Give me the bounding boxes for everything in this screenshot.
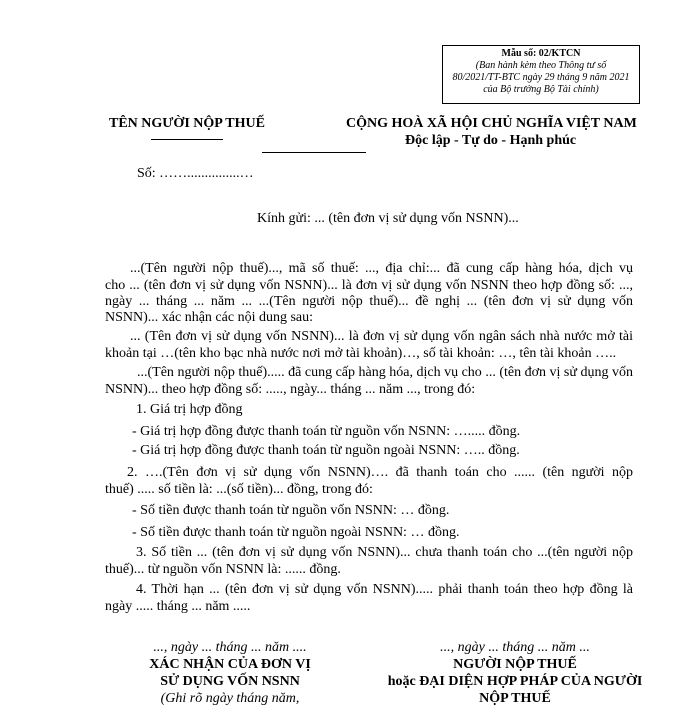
- paragraph-line: NSNN)... xác nhận các nội dung sau:: [105, 310, 314, 325]
- paragraph-line: ngày ... tháng ... năm ... ...(Tên người nộp thuế)... đề nghị ... (tên đơn vị sử dụng vốn: [105, 294, 633, 309]
- paragraph-line: 2. ….(Tên đơn vị sử dụng vốn NSNN)…. đã thanh toán cho ...... (tên người nộp: [127, 465, 633, 480]
- paragraph-line: ... (Tên đơn vị sử dụng vốn NSNN)... là đơn vị sử dụng vốn ngân sách nhà nước mở tài: [130, 329, 633, 344]
- form-number: Mẫu số: 02/KTCN: [501, 48, 581, 59]
- list-item: 1. Giá trị hợp đồng: [136, 402, 243, 417]
- left-note: (Ghi rõ ngày tháng năm,: [160, 691, 300, 706]
- form-number-box: [442, 45, 640, 104]
- taxpayer-name-label: TÊN NGƯỜI NỘP THUẾ: [109, 116, 265, 131]
- list-item: - Giá trị hợp đồng được thanh toán từ nguồn ngoài NSNN: ….. đồng.: [132, 443, 520, 458]
- document-number: Số: ……...............…: [137, 166, 254, 181]
- paragraph-line: cho ... (tên đơn vị sử dụng vốn NSNN)... là đơn vị sử dụng vốn NSNN theo hợp đồng số: ...,: [105, 278, 633, 293]
- divider: [262, 152, 366, 153]
- list-item: - Số tiền được thanh toán từ nguồn vốn NSNN: … đồng.: [132, 503, 450, 518]
- list-item: - Giá trị hợp đồng được thanh toán từ nguồn vốn NSNN: …..... đồng.: [132, 424, 521, 439]
- paragraph-line: 3. Số tiền ... (tên đơn vị sử dụng vốn NSNN)... chưa thanh toán cho ...(tên người nộp: [136, 545, 633, 560]
- paragraph-line: thuế) ..... số tiền là: ...(số tiền)... đồng, trong đó:: [105, 482, 373, 497]
- right-title-3: NỘP THUẾ: [479, 691, 551, 706]
- paragraph-line: khoản tại …(tên kho bạc nhà nước nơi mở tài khoản)…, số tài khoản: …, tên tài khoản …..: [105, 346, 617, 361]
- paragraph-line: ...(Tên người nộp thuế)..., mã số thuế: ..., địa chỉ:... đã cung cấp hàng hóa, dịch vụ: [130, 261, 633, 276]
- paragraph-line: NSNN)... theo hợp đồng số: ....., ngày... tháng ... năm ..., trong đó:: [105, 382, 476, 397]
- signature-left: [100, 639, 360, 707]
- list-item: - Số tiền được thanh toán từ nguồn ngoài NSNN: … đồng.: [132, 525, 460, 540]
- paragraph-line: ...(Tên người nộp thuế)..... đã cung cấp hàng hóa, dịch vụ cho ... (tên đơn vị sử dụng vốn: [137, 365, 633, 380]
- left-date: ..., ngày ... tháng ... năm ....: [153, 640, 307, 655]
- salutation: Kính gửi: ... (tên đơn vị sử dụng vốn NSNN)...: [257, 211, 519, 226]
- paragraph-line: thuế)... từ nguồn vốn NSNN là: ...... đồng.: [105, 562, 341, 577]
- right-title-1: NGƯỜI NỘP THUẾ: [453, 657, 577, 672]
- paragraph-line: 4. Thời hạn ... (tên đơn vị sử dụng vốn NSNN)..... phải thanh toán theo hợp đồng là: [136, 582, 633, 597]
- left-title-1: XÁC NHẬN CỦA ĐƠN VỊ: [149, 657, 311, 672]
- paragraph-line: ngày ..... tháng ... năm .....: [105, 599, 251, 614]
- left-title-2: SỬ DỤNG VỐN NSNN: [160, 674, 300, 689]
- signature-right: [370, 639, 660, 707]
- form-issued-line-1: (Ban hành kèm theo Thông tư số: [475, 60, 607, 71]
- divider: [151, 139, 223, 140]
- right-title-2: hoặc ĐẠI DIỆN HỢP PHÁP CỦA NGƯỜI: [387, 674, 643, 689]
- form-issued-line-2: 80/2021/TT-BTC ngày 29 tháng 9 năm 2021: [452, 72, 630, 83]
- form-issued-line-3: của Bộ trưởng Bộ Tài chính): [483, 84, 599, 95]
- right-date: ..., ngày ... tháng ... năm ...: [440, 640, 590, 655]
- motto: Độc lập - Tự do - Hạnh phúc: [405, 133, 577, 148]
- nation-title: CỘNG HOÀ XÃ HỘI CHỦ NGHĨA VIỆT NAM: [346, 116, 637, 131]
